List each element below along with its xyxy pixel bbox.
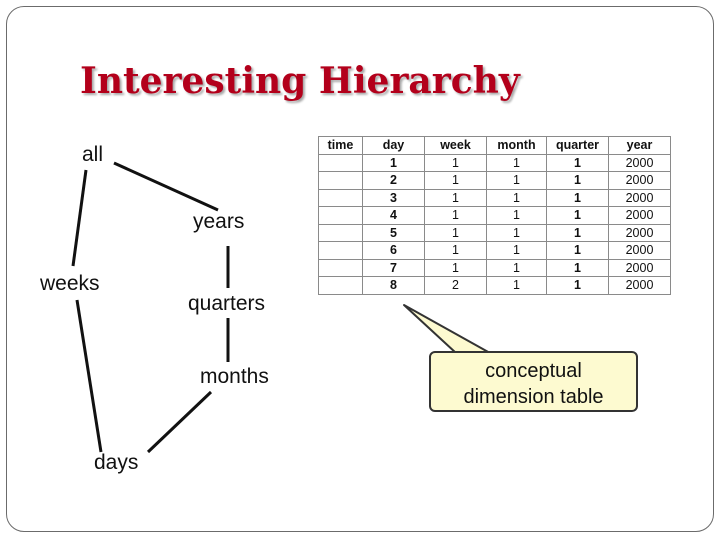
- cell-day: 8: [363, 277, 425, 295]
- column-header-week: week: [425, 137, 487, 155]
- column-header-month: month: [487, 137, 547, 155]
- cell-year: 2000: [609, 259, 671, 277]
- node-all: all: [82, 143, 104, 166]
- cell-quarter: 1: [547, 189, 609, 207]
- table-row: [319, 189, 671, 207]
- cell-quarter: 1: [547, 259, 609, 277]
- cell-month: 1: [487, 207, 547, 225]
- edge-weeks-days: [77, 300, 101, 452]
- column-header-day: day: [363, 137, 425, 155]
- callout-pointer: [404, 305, 490, 353]
- cell-week: 1: [425, 207, 487, 225]
- cell-year: 2000: [609, 172, 671, 190]
- cell-month: 1: [487, 154, 547, 172]
- cell-week: 2: [425, 277, 487, 295]
- table-row: [319, 172, 671, 190]
- callout-box: [429, 351, 638, 412]
- cell-year: 2000: [609, 207, 671, 225]
- cell-month: 1: [487, 259, 547, 277]
- cell-time: [319, 154, 363, 172]
- cell-week: 1: [425, 242, 487, 260]
- cell-time: [319, 189, 363, 207]
- table-row: [319, 242, 671, 260]
- node-days: days: [94, 451, 139, 474]
- edge-all-weeks: [73, 170, 86, 266]
- table-row: [319, 259, 671, 277]
- cell-quarter: 1: [547, 172, 609, 190]
- edge-all-years: [114, 163, 218, 210]
- node-weeks: weeks: [40, 272, 100, 295]
- cell-year: 2000: [609, 154, 671, 172]
- cell-day: 3: [363, 189, 425, 207]
- cell-month: 1: [487, 242, 547, 260]
- cell-week: 1: [425, 224, 487, 242]
- cell-week: 1: [425, 172, 487, 190]
- slide-title: Interesting Hierarchy: [80, 60, 520, 102]
- cell-time: [319, 277, 363, 295]
- cell-day: 7: [363, 259, 425, 277]
- cell-month: 1: [487, 277, 547, 295]
- cell-time: [319, 242, 363, 260]
- cell-year: 2000: [609, 277, 671, 295]
- cell-month: 1: [487, 172, 547, 190]
- cell-quarter: 1: [547, 207, 609, 225]
- callout-line-1: conceptual: [485, 360, 582, 382]
- cell-quarter: 1: [547, 242, 609, 260]
- cell-day: 6: [363, 242, 425, 260]
- callout-line-2: dimension table: [463, 386, 604, 408]
- cell-day: 4: [363, 207, 425, 225]
- column-header-time: time: [319, 137, 363, 155]
- cell-time: [319, 224, 363, 242]
- table-row: [319, 277, 671, 295]
- cell-week: 1: [425, 189, 487, 207]
- table-body: [319, 154, 671, 294]
- cell-quarter: 1: [547, 224, 609, 242]
- table-header-row: [319, 137, 671, 155]
- table-row: [319, 154, 671, 172]
- table-row: [319, 207, 671, 225]
- cell-month: 1: [487, 224, 547, 242]
- node-years: years: [193, 210, 245, 233]
- cell-year: 2000: [609, 224, 671, 242]
- node-quarters: quarters: [188, 292, 266, 315]
- cell-time: [319, 207, 363, 225]
- cell-year: 2000: [609, 189, 671, 207]
- column-header-year: year: [609, 137, 671, 155]
- cell-quarter: 1: [547, 277, 609, 295]
- edge-months-days: [148, 392, 211, 452]
- cell-week: 1: [425, 154, 487, 172]
- cell-time: [319, 172, 363, 190]
- table-row: [319, 224, 671, 242]
- column-header-quarter: quarter: [547, 137, 609, 155]
- node-months: months: [200, 365, 269, 388]
- cell-time: [319, 259, 363, 277]
- cell-quarter: 1: [547, 154, 609, 172]
- cell-day: 1: [363, 154, 425, 172]
- cell-month: 1: [487, 189, 547, 207]
- cell-year: 2000: [609, 242, 671, 260]
- cell-day: 5: [363, 224, 425, 242]
- cell-day: 2: [363, 172, 425, 190]
- dimension-table: [318, 136, 671, 295]
- cell-week: 1: [425, 259, 487, 277]
